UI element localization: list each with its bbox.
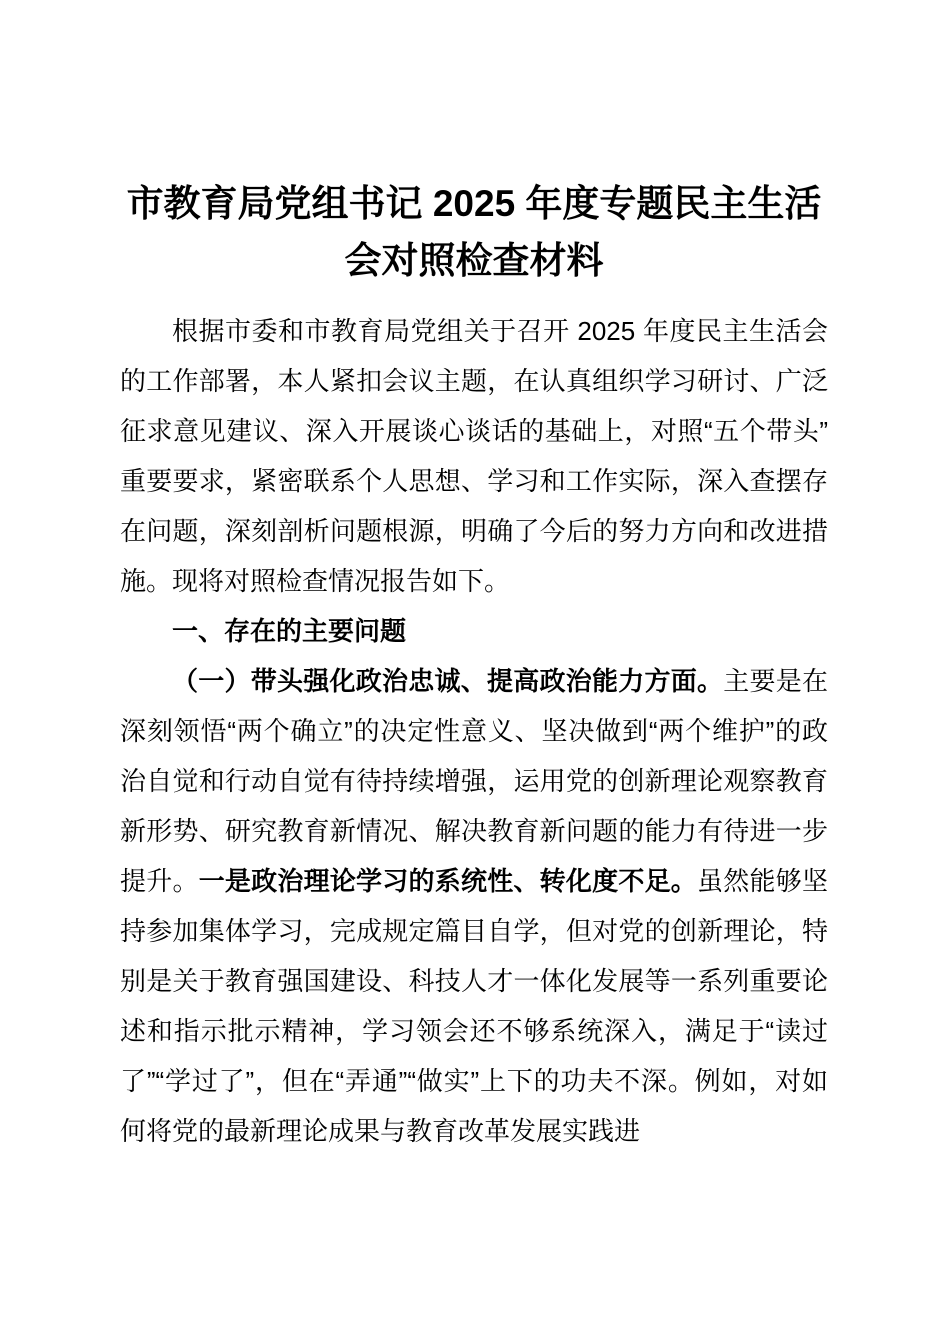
text-run: 主要是在深刻领悟“两个确立”的决定性意义、坚决做到“两个维护”的政治自觉和行动自觉有待持续增强，运用党的创新理论观察教育新形势、研究教育新情况、解决教育新问题的能力有待进一步提升。 xyxy=(120,666,828,896)
bold-text-run: （一）带头强化政治忠诚、提高政治能力方面。 xyxy=(172,666,724,696)
document-body xyxy=(120,306,828,1156)
paragraph xyxy=(120,306,828,606)
text-run: 虽然能够坚持参加集体学习，完成规定篇目自学，但对党的创新理论，特别是关于教育强国建设、科技人才一体化发展等一系列重要论述和指示批示精神，学习领会还不够系统深入，满足于“读过了”“学过了”，但在“弄通”“做实”上下的功夫不深。例如，对如何将党的最新理论成果与教育改革发展实践进 xyxy=(120,866,828,1146)
bold-text-run: 一是政治理论学习的系统性、转化度不足。 xyxy=(198,866,698,896)
text-run: 根据市委和市教育局党组关于召开 2025 年度民主生活会的工作部署，本人紧扣会议主题，在认真组织学习研讨、广泛征求意见建议、深入开展谈心谈话的基础上，对照“五个带头”重要要求，紧密联系个人思想、学习和工作实际，深入查摆存在问题，深刻剖析问题根源，明确了今后的努力方向和改进措施。现将对照检查情况报告如下。 xyxy=(120,316,828,596)
bold-text-run: 一、存在的主要问题 xyxy=(172,616,407,646)
section-heading xyxy=(120,606,828,656)
document-title: 市教育局党组书记 2025 年度专题民主生活会对照检查材料 xyxy=(126,183,822,281)
paragraph xyxy=(120,656,828,1156)
